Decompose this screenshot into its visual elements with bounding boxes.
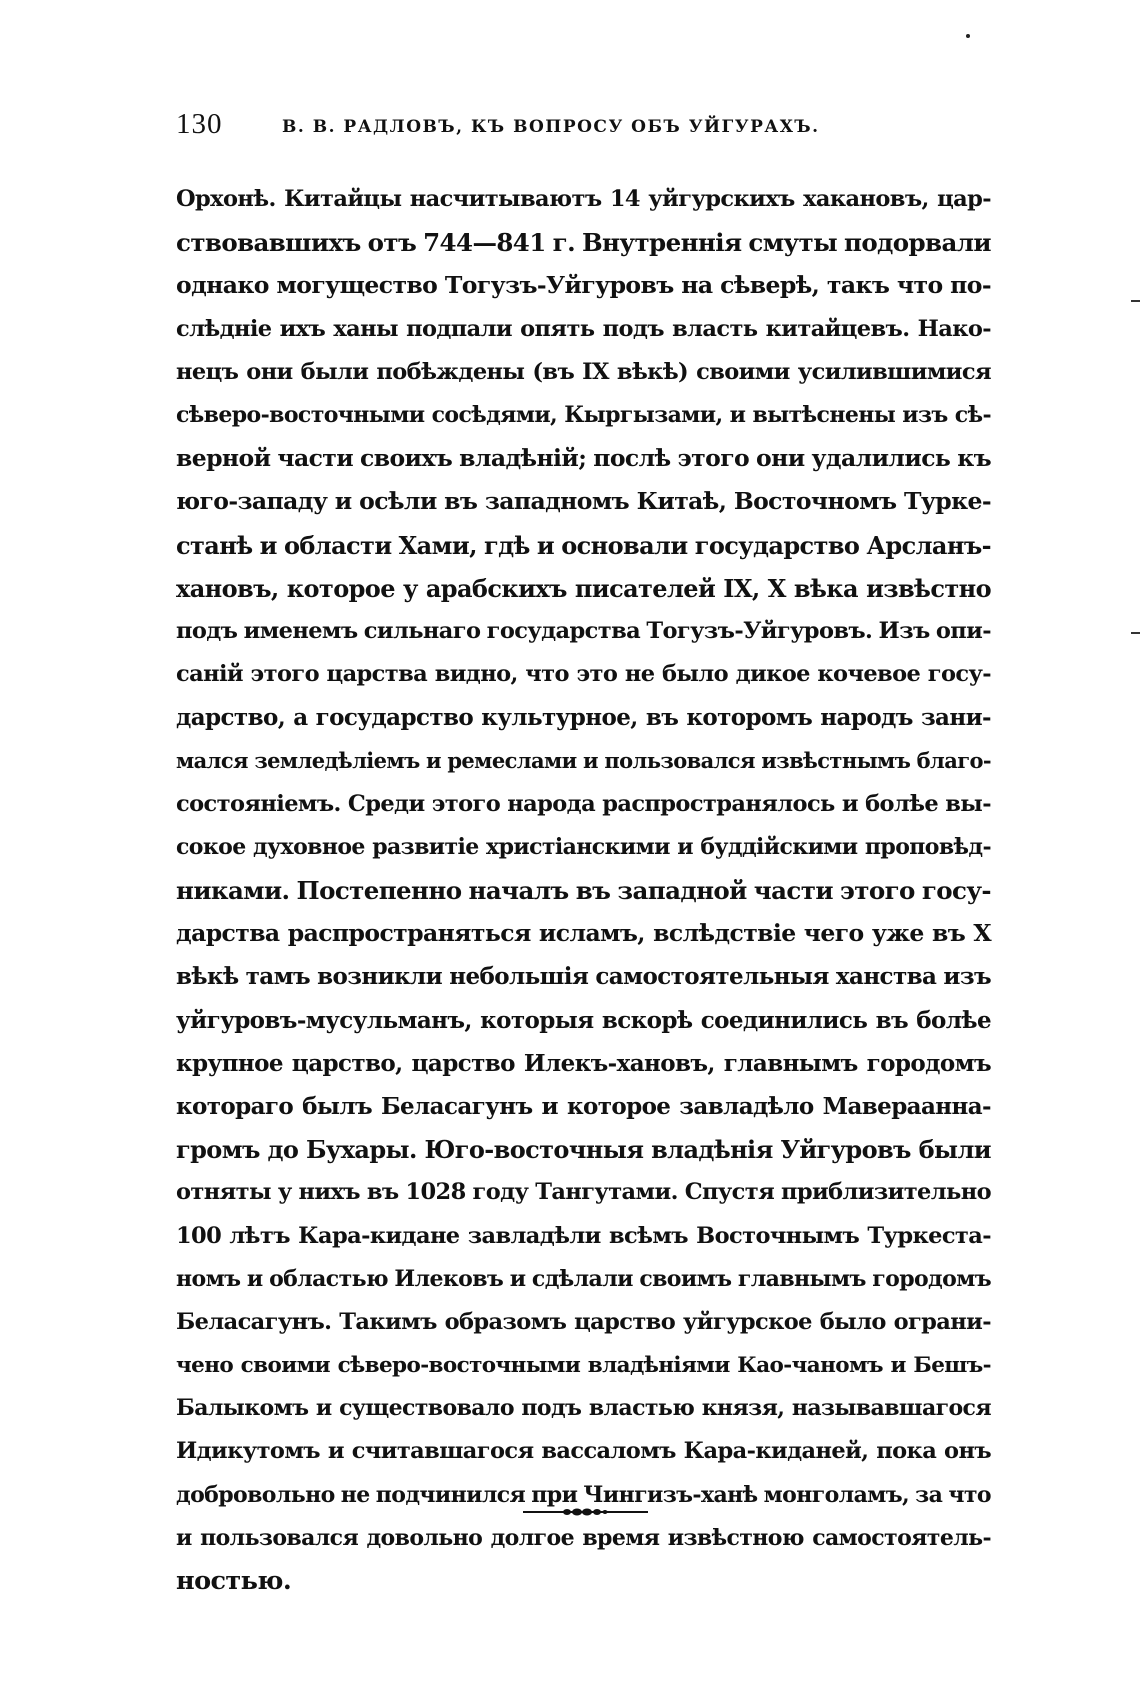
text-line: подъ именемъ сильнаго государства Тогузъ-Уйгуровъ. Изъ опи-	[176, 617, 991, 644]
text-line: сѣверо-восточными сосѣдями, Кыргызами, и вытѣснены изъ сѣ-	[176, 401, 991, 428]
text-line: однако могущество Тогузъ-Уйгуровъ на сѣверѣ, такъ что по-	[176, 271, 991, 300]
text-line: дарства распространяться исламъ, вслѣдствіе чего уже въ X	[176, 919, 991, 948]
text-line: станѣ и области Хами, гдѣ и основали государство Арсланъ-	[176, 530, 991, 560]
text-line: отняты у нихъ въ 1028 году Тангутами. Спустя приблизительно	[176, 1179, 991, 1206]
text-line: вѣкѣ тамъ возникли небольшія самостоятельныя ханства изъ	[176, 963, 991, 991]
page-number: 130	[176, 108, 223, 140]
text-line: мался земледѣліемъ и ремеслами и пользовался извѣстнымъ благо-	[176, 748, 991, 774]
text-line: хановъ, которое у арабскихъ писателей IX, X вѣка извѣстно	[176, 573, 991, 603]
end-ornament	[523, 1506, 648, 1518]
scan-speck	[966, 34, 970, 38]
margin-tick	[1131, 300, 1140, 302]
text-line: Идикутомъ и считавшагося вассаломъ Кара-киданей, пока онъ	[176, 1438, 991, 1465]
text-line: юго-западу и осѣли въ западномъ Китаѣ, Восточномъ Турке-	[176, 487, 991, 516]
text-line: нецъ они были побѣждены (въ IX вѣкѣ) своими усилившимися	[176, 358, 991, 385]
text-line: состояніемъ. Среди этого народа распространялось и болѣе вы-	[176, 790, 991, 817]
text-line: слѣдніе ихъ ханы подпали опять подъ власть китайцевъ. Нако-	[176, 315, 991, 342]
text-line: уйгуровъ-мусульманъ, которыя вскорѣ соединились въ болѣе	[176, 1006, 991, 1034]
running-head: В. В. РАДЛОВЪ, КЪ ВОПРОСУ ОБЪ УЙГУРАХЪ.	[282, 117, 820, 137]
text-line: добровольно не подчинился при Чингизъ-ханѣ монголамъ, за что	[176, 1481, 991, 1508]
text-line: крупное царство, царство Илекъ-хановъ, главнымъ городомъ	[176, 1049, 991, 1077]
text-line: и пользовался довольно долгое время извѣстною самостоятель-	[176, 1524, 991, 1551]
text-line: Беласагунъ. Такимъ образомъ царство уйгурское было ограни-	[176, 1308, 991, 1335]
text-line: 100 лѣтъ Кара-кидане завладѣли всѣмъ Восточнымъ Туркеста-	[176, 1222, 991, 1249]
text-line: Орхонѣ. Китайцы насчитываютъ 14 уйгурскихъ хакановъ, цар-	[176, 186, 991, 212]
page-header	[176, 108, 996, 148]
text-line: котораго былъ Беласагунъ и которое завладѣло Мавераанна-	[176, 1092, 991, 1120]
text-line: номъ и областью Илековъ и сдѣлали своимъ главнымъ городомъ	[176, 1265, 991, 1292]
text-line: чено своими сѣверо-восточными владѣніями Као-чаномъ и Бешъ-	[176, 1353, 991, 1379]
margin-tick	[1131, 632, 1140, 634]
text-line: Балыкомъ и существовало подъ властью князя, называвшагося	[176, 1395, 991, 1422]
text-line: верной части своихъ владѣній; послѣ этого они удалились къ	[176, 444, 991, 473]
text-line: ностью.	[176, 1566, 292, 1596]
text-line: никами. Постепенно началъ въ западной части этого госу-	[176, 876, 991, 905]
text-line: громъ до Бухары. Юго-восточныя владѣнія Уйгуровъ были	[176, 1135, 991, 1165]
body-text	[176, 178, 991, 1603]
text-line: ствовавшихъ отъ 744—841 г. Внутреннія смуты подорвали	[176, 228, 991, 258]
text-line: сокое духовное развитіе христіанскими и буддійскими проповѣд-	[176, 833, 991, 860]
text-line: саній этого царства видно, что это не было дикое кочевое госу-	[176, 661, 991, 688]
text-line: дарство, а государство культурное, въ которомъ народъ зани-	[176, 704, 991, 732]
